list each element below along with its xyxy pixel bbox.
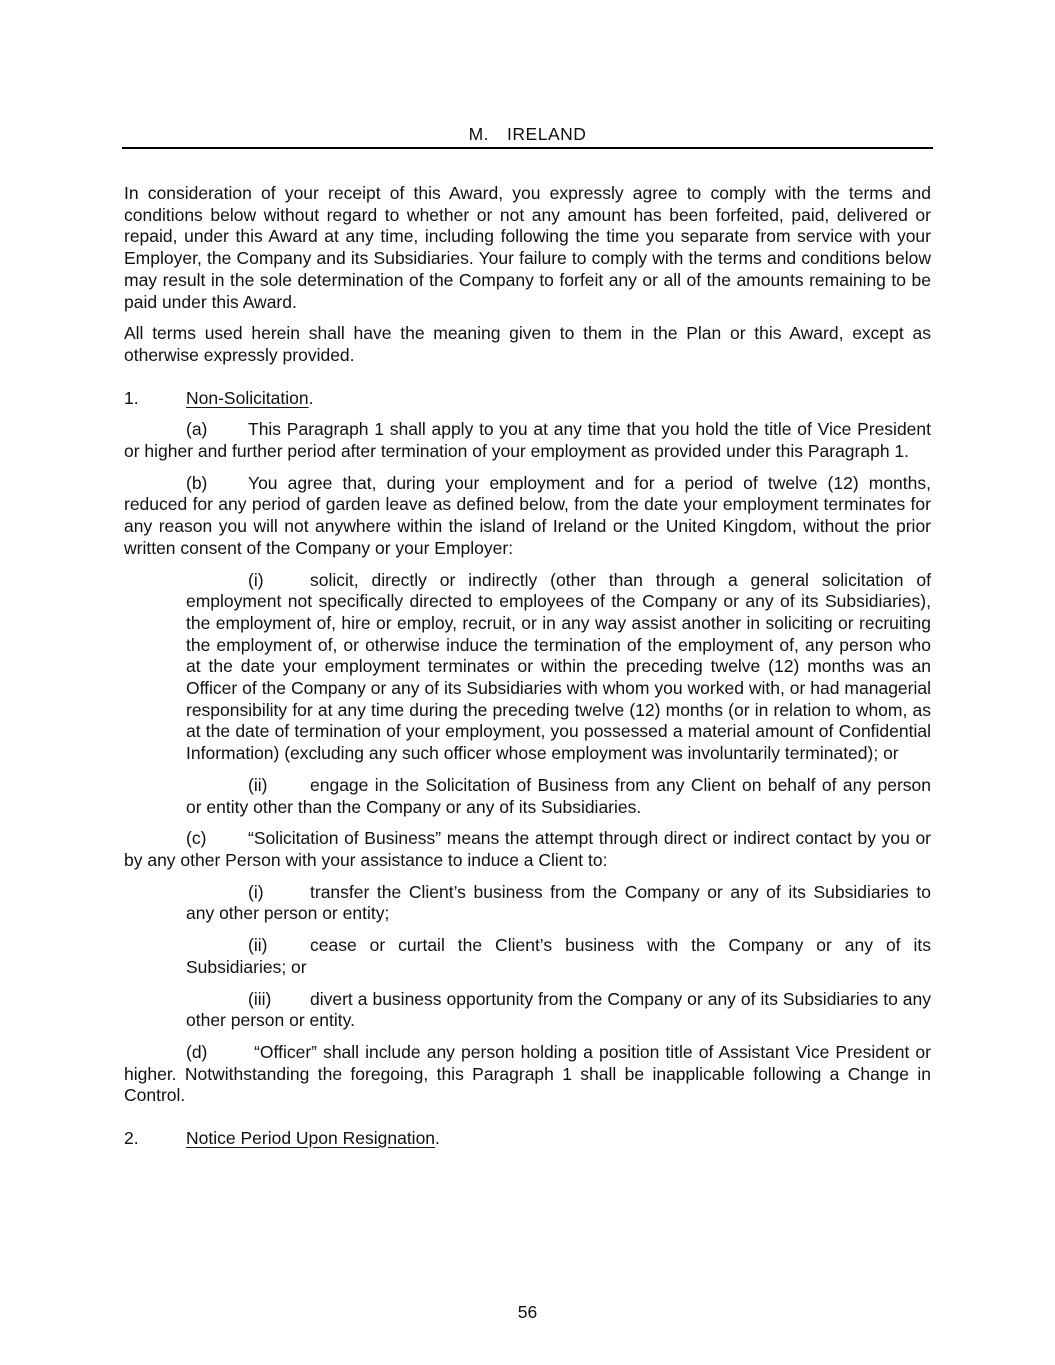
section-1-heading: 1. Non-Solicitation.: [124, 387, 314, 408]
section-header-number: M.: [468, 124, 490, 144]
paragraph-1c: [124, 828, 931, 871]
paragraph-1d-text: “Officer” shall include any person holding a position title of Assistant Vice President or higher. Notwithstanding the foregoing, this Paragraph 1 shall be inapplicable following a Change in Control.: [124, 1041, 931, 1106]
section-2-number: 2.: [124, 1128, 139, 1149]
page-number: 56: [517, 1302, 538, 1322]
paragraph-1c-label: (c): [186, 828, 207, 849]
paragraph-1b-ii: [186, 775, 931, 818]
paragraph-1b-label: (b): [186, 472, 208, 493]
paragraph-1c-text: “Solicitation of Business” means the attempt through direct or indirect contact by you or by any other Person with your assistance to induce a Client to:: [124, 828, 931, 870]
section-header: [124, 124, 931, 145]
paragraph-1c-iii: [186, 989, 931, 1032]
paragraph-1b-ii-label: (ii): [248, 774, 268, 795]
paragraph-1c-iii-label: (iii): [248, 988, 272, 1009]
paragraph-1b-text: You agree that, during your employment and for a period of twelve (12) months, reduced for any period of garden leave as defined below, from the date your employment terminates for any reason you will not anywhere within the island of Ireland or the United Kingdom, without the prior written consent of the Company or your Employer:: [124, 472, 931, 558]
paragraph-1b: [124, 473, 931, 560]
paragraph-1c-i-label: (i): [248, 881, 264, 902]
section-1-title: Non-Solicitation: [186, 387, 309, 408]
paragraph-1c-iii-text: divert a business opportunity from the Company or any of its Subsidiaries to any other person or entity.: [186, 988, 931, 1031]
paragraph-1c-ii: [186, 935, 931, 978]
intro-paragraph-2: All terms used herein shall have the meaning given to them in the Plan or this Award, except as otherwise expressly provided.: [124, 323, 931, 365]
section-1-number: 1.: [124, 387, 139, 408]
paragraph-1c-ii-text: cease or curtail the Client’s business with the Company or any of its Subsidiaries; or: [186, 935, 931, 977]
paragraph-1b-i: [186, 570, 931, 765]
paragraph-1a: [124, 419, 931, 462]
intro-paragraph-1: In consideration of your receipt of this Award, you expressly agree to comply with the terms and conditions below without regard to whether or not any amount has been forfeited, paid, delivered or repaid, under this Award at any time, including following the time you separate from service with your Employer, the Company and its Subsidiaries. Your failure to comply with the terms and conditions below may result in the sole determination of the Company to forfeit any or all of the amounts remaining to be paid under this Award.: [124, 183, 931, 312]
paragraph-1d-label: (d): [186, 1041, 208, 1062]
paragraph-1c-i-text: transfer the Client’s business from the Company or any of its Subsidiaries to any other person or entity;: [186, 881, 931, 924]
section-2-title: Notice Period Upon Resignation: [186, 1128, 436, 1149]
header-rule: [122, 147, 933, 149]
paragraph-1a-label: (a): [186, 419, 208, 440]
paragraph-1d: [124, 1042, 931, 1107]
paragraph-1b-ii-text: engage in the Solicitation of Business from any Client on behalf of any person or entity other than the Company or any of its Subsidiaries.: [186, 774, 931, 817]
section-header-title: IRELAND: [507, 124, 587, 144]
paragraph-1c-i: [186, 882, 931, 925]
section-2-heading: 2. Notice Period Upon Resignation.: [124, 1128, 440, 1149]
paragraph-1a-text: This Paragraph 1 shall apply to you at any time that you hold the title of Vice President or higher and further period after termination of your employment as provided under this Paragraph 1.: [124, 419, 931, 462]
paragraph-1c-ii-label: (ii): [248, 935, 268, 956]
paragraph-1b-i-text: solicit, directly or indirectly (other than through a general solicitation of employment not specifically directed to employees of the Company or any of its Subsidiaries), the employment of, hire or employ, recruit, or in any way assist another in soliciting or recruiting the employment of, or otherwise induce the termination of the employment of, any person who at the date your employment terminates or within the preceding twelve (12) months was an Officer of the Company or any of its Subsidiaries with whom you worked with, or had managerial responsibility for at any time during the preceding twelve (12) months (or in relation to whom, as at the date of termination of your employment, you possessed a material amount of Confidential Information) (excluding any such officer whose employment was involuntarily terminated); or: [186, 569, 931, 764]
document-body: [124, 183, 931, 1150]
paragraph-1b-i-label: (i): [248, 569, 264, 590]
